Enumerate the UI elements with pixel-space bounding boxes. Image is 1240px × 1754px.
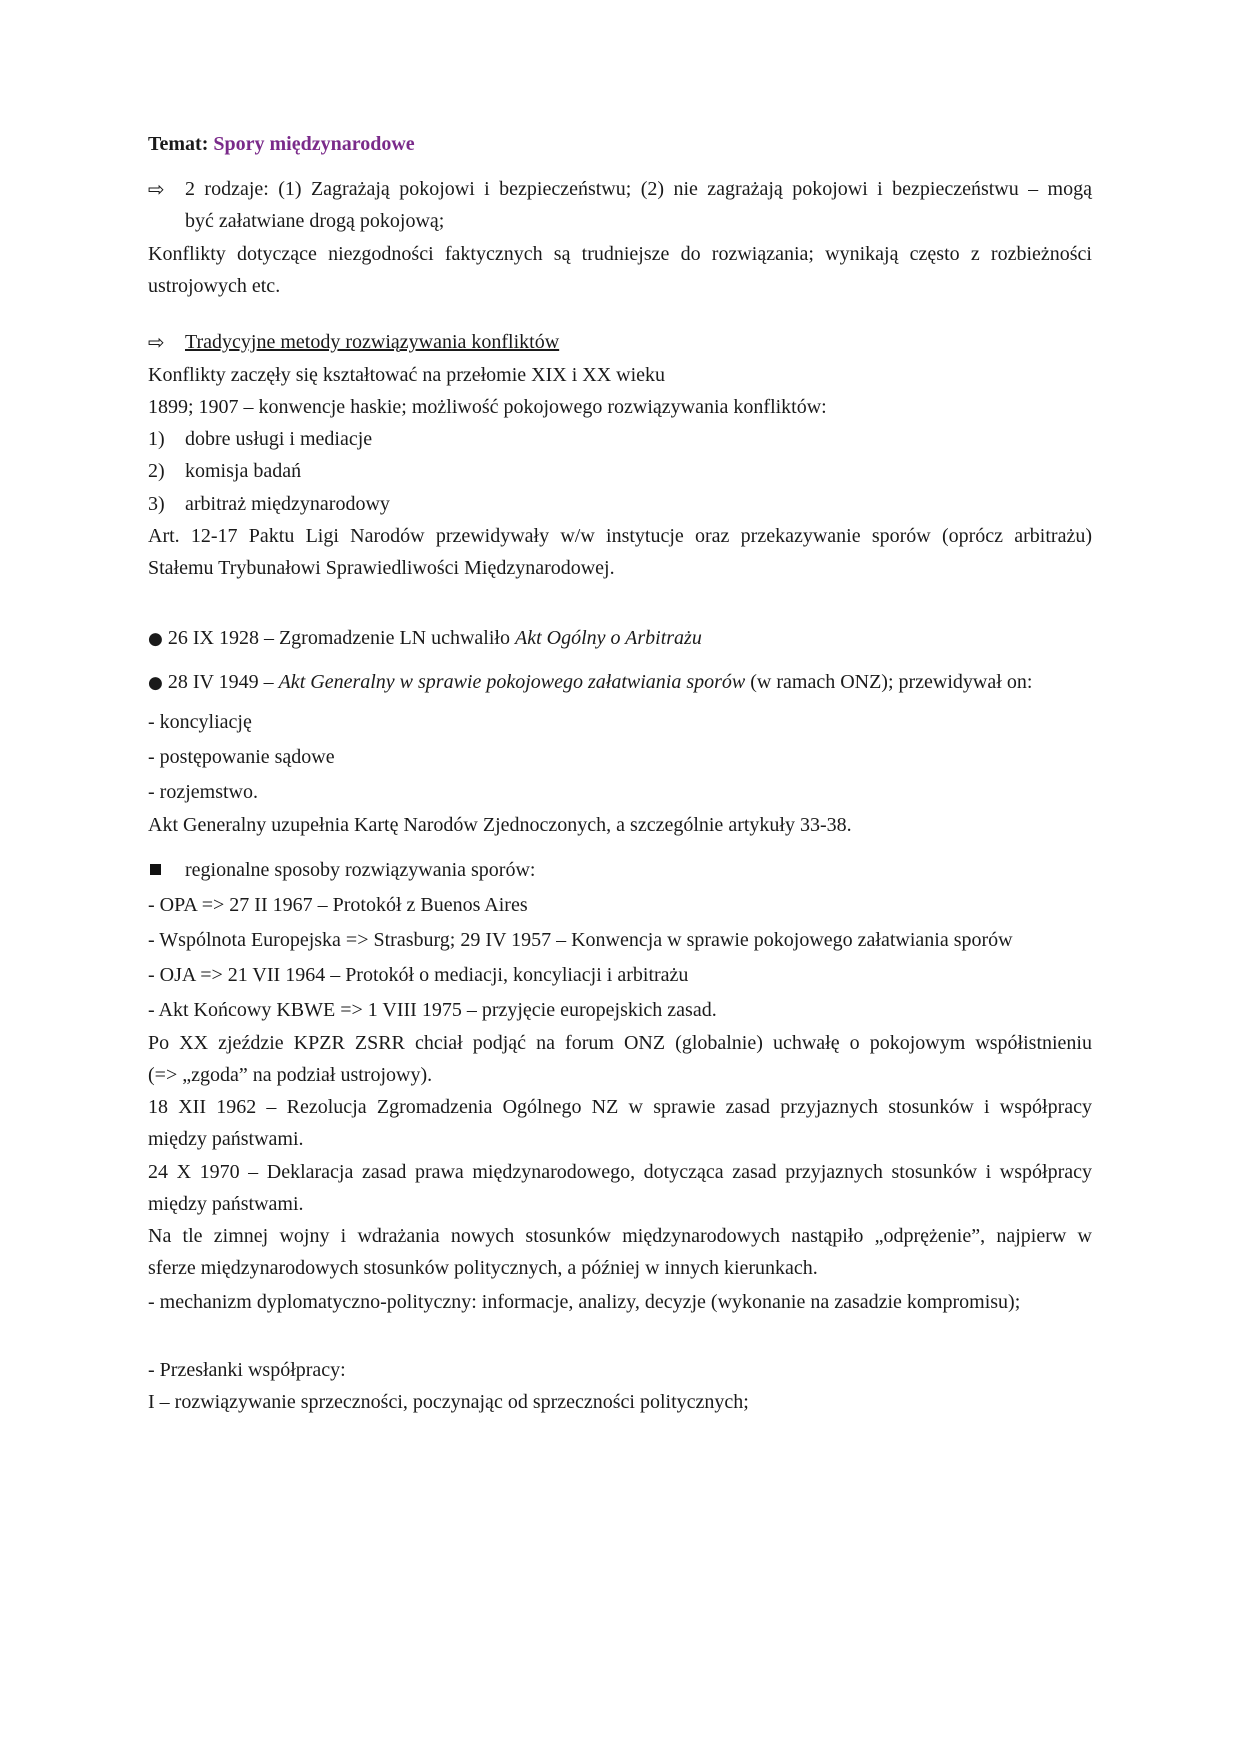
- title-label: Temat:: [148, 133, 209, 155]
- bullet-dot-icon: ●: [148, 673, 163, 693]
- paragraph-detente-line-1: Na tle zimnej wojny i wdrażania nowych stosunków międzynarodowych nastąpiło „odprężenie”, najpierw w: [148, 1225, 1092, 1247]
- act-1928-text: 26 IX 1928 – Zgromadzenie LN uchwaliło: [167, 627, 515, 649]
- list-item: arbitraż międzynarodowy: [185, 493, 390, 515]
- act-list-item: - postępowanie sądowe: [148, 746, 335, 768]
- cooperation-line-1: I – rozwiązywanie sprzeczności, poczynając od sprzeczności politycznych;: [148, 1391, 749, 1413]
- bullet-act-1928: [148, 625, 1092, 652]
- arrow-item-line-1: 2 rodzaje: (1) Zagrażają pokojowi i bezpieczeństwu; (2) nie zagrażają pokojowi i bezpieczeństwu – mogą: [185, 178, 1092, 200]
- square-bullet-icon: [150, 864, 161, 875]
- title-topic: Spory międzynarodowe: [213, 133, 415, 155]
- list-item: dobre usługi i mediacje: [185, 428, 373, 450]
- paragraph-conflicts-line-1: Konflikty dotyczące niezgodności faktycznych są trudniejsze do rozwiązania; wynikają często z rozbieżności: [148, 243, 1092, 265]
- act-1949-date: 28 IV 1949 –: [167, 671, 279, 693]
- section-heading-regional: regionalne sposoby rozwiązywania sporów:: [185, 859, 536, 881]
- list-number: 1): [148, 428, 165, 450]
- regional-item: - OPA => 27 II 1967 – Protokół z Buenos Aires: [148, 894, 528, 916]
- traditional-line-1: Konflikty zaczęły się kształtować na przełomie XIX i XX wieku: [148, 364, 666, 386]
- paragraph-1970-line-1: 24 X 1970 – Deklaracja zasad prawa międzynarodowego, dotycząca zasad przyjaznych stosunków i współpracy: [148, 1161, 1092, 1183]
- paragraph-kpzr-line-2: (=> „zgoda” na podział ustrojowy).: [148, 1064, 433, 1086]
- page-title: [148, 131, 1092, 157]
- act-1949-rest: (w ramach ONZ); przewidywał on:: [745, 671, 1033, 693]
- paragraph-kpzr-line-1: Po XX zjeździe KPZR ZSRR chciał podjąć na forum ONZ (globalnie) uchwałę o pokojowym współistnieniu: [148, 1032, 1092, 1054]
- paragraph-1970-line-2: między państwami.: [148, 1193, 304, 1215]
- bullet-dot-icon: ●: [148, 629, 163, 649]
- article-paragraph-line-1: Art. 12-17 Paktu Ligi Narodów przewidywały w/w instytucje oraz przekazywanie sporów (oprócz arbitrażu): [148, 525, 1092, 547]
- arrow-bullet-icon: ⇨: [148, 330, 165, 354]
- list-number: 2): [148, 460, 165, 482]
- list-item: komisja badań: [185, 460, 302, 482]
- regional-item: - OJA => 21 VII 1964 – Protokół o mediacji, koncyliacji i arbitrażu: [148, 964, 689, 986]
- act-list-item: - rozjemstwo.: [148, 781, 258, 803]
- cooperation-heading: - Przesłanki współpracy:: [148, 1359, 346, 1381]
- paragraph-1962-line-1: 18 XII 1962 – Rezolucja Zgromadzenia Ogólnego NZ w sprawie zasad przyjaznych stosunków i współpracy: [148, 1096, 1092, 1118]
- act-list-item: - koncyliację: [148, 711, 252, 733]
- regional-item: - Akt Końcowy KBWE => 1 VIII 1975 – przyjęcie europejskich zasad.: [148, 999, 717, 1021]
- act-1928-title: Akt Ogólny o Arbitrażu: [514, 627, 702, 649]
- regional-item: - Wspólnota Europejska => Strasburg; 29 IV 1957 – Konwencja w sprawie pokojowego załatwiania sporów: [148, 929, 1013, 951]
- list-number: 3): [148, 493, 165, 515]
- bullet-act-1949: [148, 669, 1092, 696]
- traditional-line-2: 1899; 1907 – konwencje haskie; możliwość pokojowego rozwiązywania konfliktów:: [148, 396, 827, 418]
- mechanism-line: - mechanizm dyplomatyczno-polityczny: informacje, analizy, decyzje (wykonanie na zasadzie kompromisu);: [148, 1291, 1021, 1313]
- section-heading-traditional: Tradycyjne metody rozwiązywania konfliktów: [185, 331, 560, 353]
- paragraph-1962-line-2: między państwami.: [148, 1128, 304, 1150]
- act-1949-title: Akt Generalny w sprawie pokojowego załatwiania sporów: [278, 671, 746, 693]
- paragraph-detente-line-2: sferze międzynarodowych stosunków politycznych, a później w innych kierunkach.: [148, 1257, 818, 1279]
- arrow-item-line-2: być załatwiane drogą pokojową;: [185, 210, 445, 232]
- article-paragraph-line-2: Stałemu Trybunałowi Sprawiedliwości Międzynarodowej.: [148, 557, 615, 579]
- arrow-bullet-icon: ⇨: [148, 177, 165, 201]
- paragraph-conflicts-line-2: ustrojowych etc.: [148, 275, 281, 297]
- act-summary: Akt Generalny uzupełnia Kartę Narodów Zjednoczonych, a szczególnie artykuły 33-38.: [148, 814, 852, 836]
